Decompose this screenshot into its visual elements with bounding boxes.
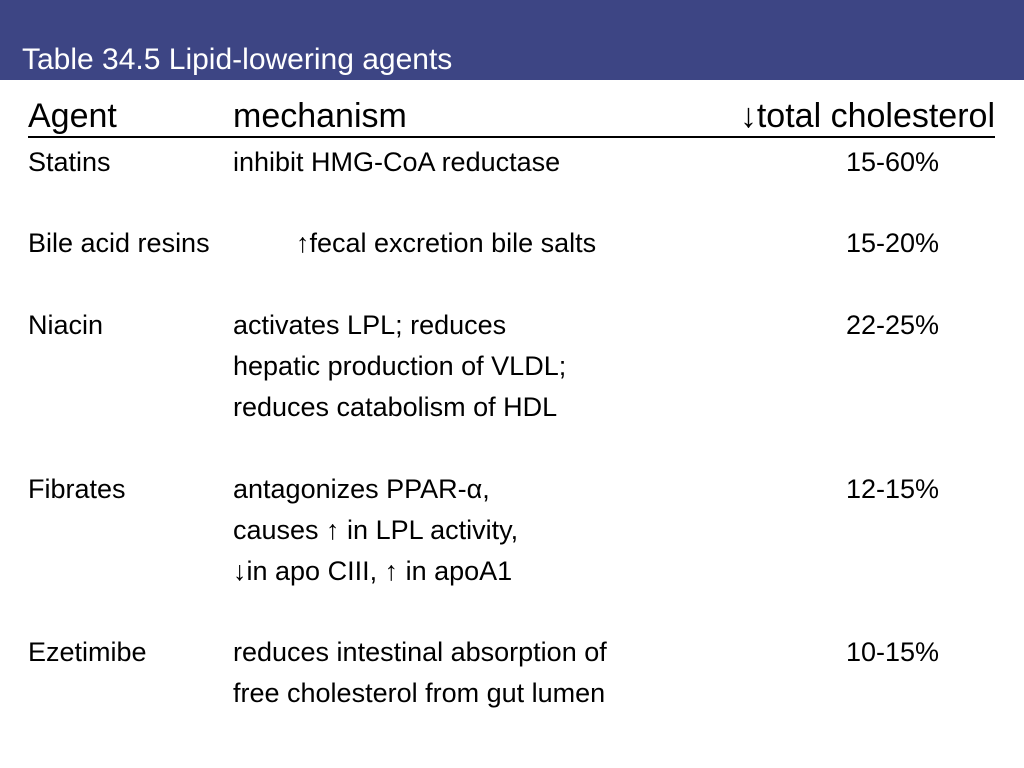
table-header — [0, 96, 1024, 140]
agent-ezetimibe: Ezetimibe — [28, 637, 147, 667]
reduction-fibrates: 12-15% — [846, 474, 940, 504]
header-underline — [28, 136, 995, 138]
mechanism-ezetimibe-line2: free cholesterol from gut lumen — [233, 678, 606, 708]
header-mechanism: mechanism — [233, 97, 407, 135]
reduction-niacin: 22-25% — [846, 310, 940, 340]
mechanism-ezetimibe-line1: reduces intestinal absorption of — [233, 637, 607, 667]
mechanism-fibrates-line3: ↓in apo CIII, ↑ in apoA1 — [233, 556, 513, 586]
mechanism-fibrates-line1: antagonizes PPAR-α, — [233, 474, 490, 504]
slide-title: Table 34.5 Lipid-lowering agents — [22, 43, 453, 76]
agent-niacin: Niacin — [28, 310, 104, 340]
header-agent: Agent — [28, 97, 117, 135]
mechanism-bile-acid-resins-line1: ↑fecal excretion bile salts — [296, 228, 597, 258]
mechanism-fibrates-line2: causes ↑ in LPL activity, — [233, 515, 519, 545]
title-bar — [0, 0, 1024, 80]
mechanism-statins-line1: inhibit HMG-CoA reductase — [233, 147, 561, 177]
agent-fibrates: Fibrates — [28, 474, 126, 504]
mechanism-niacin-line3: reduces catabolism of HDL — [233, 392, 558, 422]
reduction-bile-acid-resins: 15-20% — [846, 228, 940, 258]
agent-statins: Statins — [28, 147, 111, 177]
header-total-cholesterol: ↓total cholesterol — [739, 97, 995, 135]
reduction-ezetimibe: 10-15% — [846, 637, 940, 667]
agent-bile-acid-resins: Bile acid resins — [28, 228, 210, 258]
reduction-statins: 15-60% — [846, 147, 940, 177]
mechanism-niacin-line1: activates LPL; reduces — [233, 310, 507, 340]
mechanism-niacin-line2: hepatic production of VLDL; — [233, 351, 567, 381]
